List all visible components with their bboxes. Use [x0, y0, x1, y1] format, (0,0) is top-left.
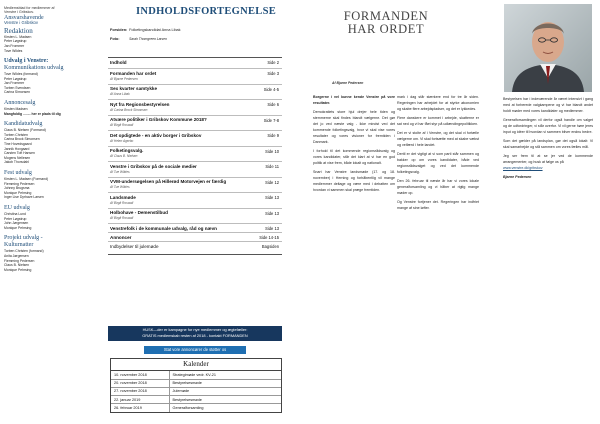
table-row — [111, 404, 281, 412]
toc-author: Af Anna Libak — [110, 92, 130, 96]
photo-label: Foto: — [110, 37, 120, 41]
eu-title: EU udvalg — [4, 204, 30, 211]
list-item: Torben Christen (formand) — [4, 249, 44, 254]
toc-row[interactable] — [108, 178, 282, 194]
toc-row[interactable] — [108, 85, 282, 101]
toc-row[interactable] — [108, 242, 282, 254]
toc-row[interactable] — [108, 116, 282, 132]
toc-title: Venstrefolk i de kommunale udvalg, råd og nævn — [110, 225, 217, 231]
toc-row[interactable] — [108, 69, 282, 85]
toc-author: Af Carina Brock Simonsen — [110, 107, 148, 112]
toc-author: Af Birgit Roswall — [110, 216, 134, 220]
toc-page: Side 9 — [267, 133, 279, 138]
calendar-date: 10. november 2018 — [111, 371, 169, 379]
signature: Bjarne Pedersen — [503, 175, 532, 179]
campaign-line: HUSK—der er kampagne for nye medlemmer og ægtefæller: — [142, 327, 248, 332]
article-paragraph: Og Venstre fortjener det. Regeringen har indfriet mange af sine løfter. — [397, 200, 479, 210]
toc-author: Af Tue Wildes — [110, 185, 130, 189]
list-item: John Jørgensen — [4, 221, 29, 226]
calendar-table — [111, 371, 281, 412]
list-item: Monique Pehrsing — [4, 225, 32, 230]
list-item: Mogens Nellesen — [4, 155, 31, 160]
toc-author: Af Bjarne Pedersen — [110, 76, 138, 81]
annonce-list — [4, 107, 87, 116]
toc-author: Af Birgit Roswall — [110, 200, 134, 205]
contents-title: INDHOLDSFORTEGNELSE — [135, 6, 277, 17]
list-item: Peter Løgstrup — [4, 39, 27, 44]
toc-title: VVM-undersøgelsen på Hillerød Motorvejen er færdig — [110, 179, 227, 184]
toc-title: Indhold — [110, 59, 127, 65]
article-column-2 — [397, 94, 479, 214]
article-paragraph: mark i dag står stærkere end for tre år siden. Regeringen har arbejdet for at styrke økonomien og skabe flere arbejdspladser, og det er lykkedes. — [397, 95, 479, 111]
publisher-line: Ansvarshavende — [4, 14, 44, 21]
toc-author: Af Tue Wildes — [110, 169, 130, 174]
list-item: Monique Pehrsing — [4, 267, 32, 272]
list-item: Anita Jørgensen — [4, 253, 29, 258]
list-item: Jakob Thorsdahl — [4, 160, 30, 165]
toc-row[interactable] — [108, 233, 282, 242]
toc-page: Side 4-5 — [263, 86, 279, 92]
list-item: Kirsten L. Madsen (Formand) — [4, 177, 49, 181]
list-item: Mangfoldig ........ her er plads til dig — [4, 111, 61, 116]
article-paragraph: Den 26. februar til næste år har vi vores lokale generalforsamling og vi håber at rigtig mange møder op. — [397, 179, 479, 195]
fest-list — [4, 177, 87, 200]
article-paragraph: Jeg ser frem til at se jer ved de kommende arrangementer, og husk at følge os på — [503, 154, 593, 164]
list-item: Carina Brock Simonsen — [4, 137, 40, 142]
toc-title: Annoncer — [110, 234, 132, 240]
list-item: Flemming Pedersen — [4, 181, 35, 186]
sponsor-banner: Stat vore annoncører de støtter os — [144, 346, 246, 354]
list-item: Tove Wildes — [4, 48, 23, 53]
article-title-line: HAR ORDET — [347, 22, 425, 36]
toc-author: Af Claus B. Nielsen — [110, 154, 138, 158]
toc-row[interactable] — [108, 193, 282, 209]
kandidat-list — [4, 128, 87, 165]
calendar-event: Strategimøde vedr. KV-21 — [172, 372, 216, 377]
list-item: Jannik Hovgaard — [4, 146, 30, 151]
toc-row[interactable] — [108, 162, 282, 178]
article-title — [328, 10, 444, 36]
photo-line — [110, 35, 181, 44]
article-column-3 — [503, 96, 593, 183]
publisher-line: Venstre i Gribskov — [4, 20, 38, 26]
kandidat-title: Kandidatudvalg — [4, 121, 43, 128]
list-item: Claus B. Nielsen (Formand) — [4, 128, 46, 133]
article-author: Af Bjarne Pedersen — [332, 81, 364, 85]
list-item: Torben Christen — [4, 132, 28, 137]
table-row — [111, 371, 281, 379]
toc-page: Side 2 — [267, 60, 279, 65]
toc-title: Nyt fra Regionsbestyrelsen — [110, 101, 170, 107]
toc-title: Det opdigtede - en aktiv borger i Gribskov — [110, 132, 202, 138]
projekt-title: Projekt udvalg - — [4, 235, 43, 242]
article-paragraph: Snart har Venstre landsmøde (17. og 18. november) i Herning og forhåbentlig vil mange medlemmer deltage og være med i debatten om hvordan vi sammen skal præge fremtiden. — [313, 170, 395, 192]
redaction-list — [4, 35, 87, 53]
toc-author: Af Helen Agerbo — [110, 138, 134, 143]
list-item: Jan Frommer — [4, 43, 25, 48]
article-paragraph: Som det gælder på landsplan, gør det også lokalt: Vi skal samarbejde og stå sammen om vores fælles mål. — [503, 139, 593, 149]
cover-label: Forsiden: — [110, 28, 128, 32]
toc-row[interactable] — [108, 58, 282, 69]
list-item: Peter Løgstrup — [4, 216, 27, 221]
toc-page: Side 13 — [265, 226, 279, 231]
toc-page: Side 10 — [265, 148, 279, 154]
publisher-line: Venstre i Gribskov. — [4, 10, 34, 15]
toc-row[interactable] — [108, 209, 282, 225]
toc-page: Side 13 — [265, 195, 279, 200]
toc-title: Indbydelser til julemøde — [110, 243, 159, 249]
udvalg-title: Udvalg i Venstre: — [4, 58, 49, 65]
table-row — [111, 396, 281, 404]
toc-page: Side 3 — [267, 71, 279, 76]
portrait-image — [504, 4, 592, 92]
list-item: Kirsten L. Madsen — [4, 34, 32, 39]
cover-meta — [110, 26, 181, 44]
photo-value: Sarah Thorngreen Larsen — [129, 37, 167, 41]
article-column-1 — [313, 94, 395, 196]
article-paragraph: I forhold til det kommende regionsrådsvalg og vores kandidater, står det klart at vi har en god politik at vise frem, både lokalt og nationalt. — [313, 149, 395, 165]
membership-campaign-banner — [108, 326, 282, 341]
calendar-date: 22. januar 2019 — [111, 396, 169, 404]
toc-page: Side 13 — [265, 210, 279, 216]
calendar-date: 26. februar 2019 — [111, 404, 169, 412]
projekt-list — [4, 249, 87, 272]
list-item: Inger Lise Dyrhave Larsen — [4, 195, 44, 200]
chairman-photo — [504, 4, 592, 92]
list-item: Christina Lund — [4, 211, 26, 216]
list-item: Flemming Pedersen — [4, 258, 35, 263]
campaign-line: GRATIS medlemskab resten af 2018 - kontakt FORMANDEN — [142, 333, 248, 338]
calendar-event: Generalforsamling — [169, 404, 281, 412]
list-item: Monique Pehrsing — [4, 190, 32, 195]
cover-value: Folketingskandidat Anna Libak — [129, 28, 181, 32]
toc-title: Venstre i Gribskov på de sociale medier — [110, 163, 197, 169]
komm-title: Kommunikations udvalg — [4, 65, 64, 72]
list-item: Carina Simonsen — [4, 90, 31, 95]
toc-row[interactable] — [108, 131, 282, 147]
list-item: Peter Løgstrup — [4, 76, 27, 81]
toc-title: Landsmøde — [110, 194, 136, 200]
table-row — [111, 387, 281, 395]
toc-page: Side 12 — [265, 179, 279, 185]
list-item: Kirsten Madsen — [4, 107, 28, 112]
toc-row[interactable] — [108, 100, 282, 116]
toc-page: Side 7-8 — [263, 117, 279, 123]
calendar-event: Bestyrelsesmøde — [169, 396, 281, 404]
toc-title: Sex kvarter samtykke — [110, 86, 157, 91]
toc-page: Bagsiden — [261, 244, 279, 249]
calendar — [110, 358, 282, 413]
article-paragraph: Det er vi stolte af i Venstre, og det skal vi fortælle vælgerne om. Vi skal fortsætte med at skabe vækst og velfærd i hele landet. — [397, 131, 479, 147]
calendar-date: 27. november 2018 — [111, 387, 169, 395]
list-item: Jan Frommer — [4, 81, 25, 86]
publisher-line: Medlemsblad for medlemmer af — [4, 6, 55, 10]
publisher-info — [4, 6, 87, 26]
calendar-event: Julemøde — [169, 387, 281, 395]
toc-row[interactable] — [108, 224, 282, 233]
toc-page: Side 11 — [265, 164, 279, 169]
list-item: Torben Svendsen — [4, 85, 31, 90]
cover-line — [110, 26, 181, 35]
article-paragraph: Flere danskere er kommet i arbejde, skatterne er sat ned og vi har fået styr på udlændingepolitikken. — [397, 116, 479, 126]
calendar-date: 20. november 2018 — [111, 379, 169, 387]
calendar-event: Bestyrelsesmøde — [169, 379, 281, 387]
list-item: Claus B. Nielsen — [4, 263, 30, 268]
website-link[interactable]: www.venstre.dk/gribskov — [503, 166, 543, 170]
article-paragraph: Bestyrelsen har i indeværende år været intensivt i gang med at forberede valgkampene og vi har blandt andet holdt møder med vores kandidater og medlemmer. — [503, 97, 593, 113]
fest-title: Fest udvalg — [4, 170, 32, 176]
list-item: Johnny Brugsma — [4, 186, 30, 191]
article-paragraph: Dertil er det vigtigt at vi som parti står sammen og bakker op om vores kandidater, både ved regionsrådsvalget og ved det kommende folketingsvalg. — [397, 152, 479, 174]
list-item: Tine Hovedsgaard — [4, 142, 32, 147]
toc-title: Atvære politiker i Gribskov Kommune 2018? — [110, 117, 207, 122]
toc-author: Af Birgit Roswall — [110, 123, 134, 127]
toc-title: Folketingsvalg. — [110, 148, 144, 153]
toc-row[interactable] — [108, 147, 282, 163]
table-row — [111, 379, 281, 387]
toc-title: Formanden har ordet — [110, 70, 157, 76]
projekt-subtitle: Kulturnatter — [4, 242, 34, 249]
toc-page: Side 6 — [267, 102, 279, 107]
article-paragraph: Borgerne i vel kunne kende Venstre på vore resultater. — [313, 95, 395, 105]
redaction-title: Redaktion — [4, 26, 33, 35]
list-item: Tove Wildes (formand) — [4, 72, 38, 77]
article-paragraph: Generalforsamlingen vil derfor også handle om valget og de udfordringer, vi står overfor. Vi vil gerne høre jeres input og idéer til hvordan vi sammen bliver endnu bedre. — [503, 118, 593, 134]
article-title-line: FORMANDEN — [343, 9, 429, 23]
eu-list — [4, 212, 87, 230]
article-paragraph: Demokratiets store hjul drejer hele tiden og stemmerne skal findes blandt vælgerne. Det gør det jo ved næste valg - ikke mindst ved det kommende folketingsvalg, hvor vi skal vise vores resultater og vores visioner for fremtiden i Danmark. — [313, 110, 395, 144]
toc-page: Side 14-15 — [259, 235, 279, 240]
list-item: Carsten Toft Hansen — [4, 151, 35, 156]
toc-title: Holbohave - Demenstilbud — [110, 210, 168, 215]
annonce-title: Annoncesalg — [4, 100, 36, 107]
masthead-column — [4, 6, 87, 418]
komm-list — [4, 72, 87, 95]
table-of-contents — [108, 57, 282, 255]
calendar-title: Kalender — [111, 359, 281, 371]
